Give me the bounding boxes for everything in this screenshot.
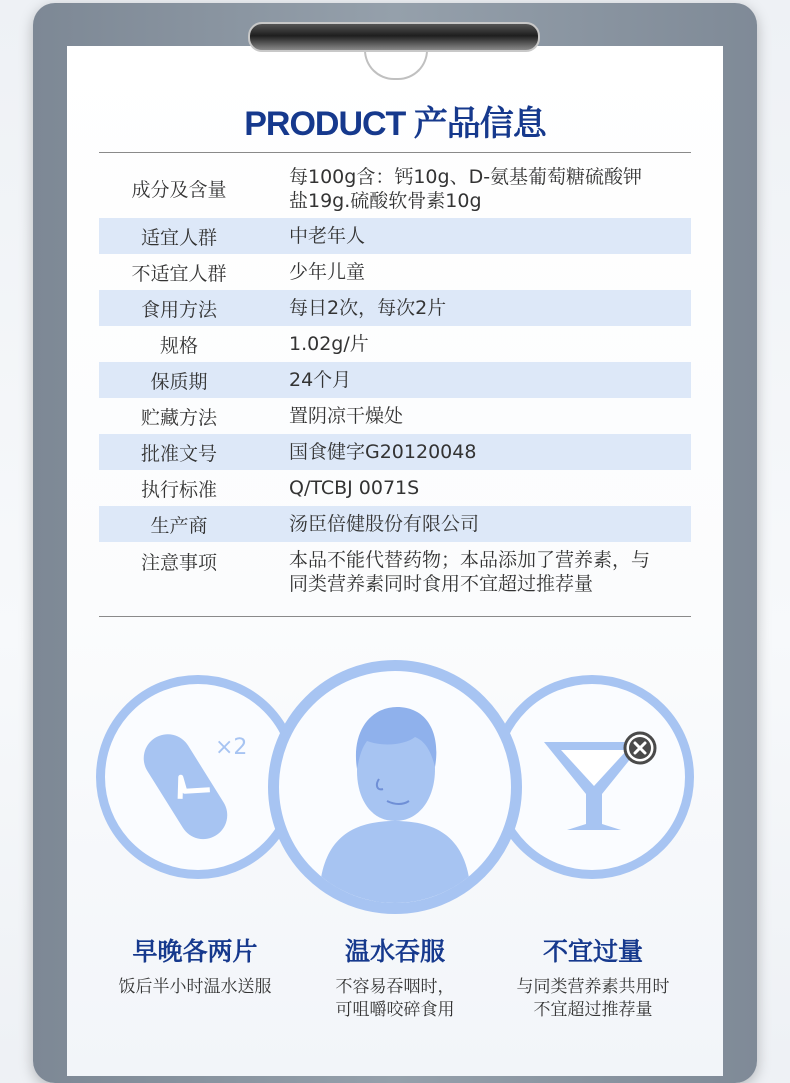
table-row [99, 159, 691, 218]
table-row [99, 218, 691, 254]
cocktail-glass-icon [499, 684, 685, 870]
table-row [99, 362, 691, 398]
row-label: 执行标准 [140, 478, 217, 501]
feature-subtext: 不容易吞咽时， 可咀嚼咬碎食用 [335, 977, 455, 1020]
feature-heading: 温水吞服 [344, 937, 445, 966]
row-label: 贮藏方法 [140, 406, 217, 429]
table-row [99, 254, 691, 290]
product-info-table [99, 152, 691, 617]
row-label: 食用方法 [140, 298, 217, 321]
row-value: 24个月 [289, 369, 352, 391]
row-value: 国食健字G20120048 [289, 441, 477, 463]
row-value: 每100g含：钙10g、D-氨基葡萄糖硫酸钾 盐19g.硫酸软骨素10g [289, 165, 643, 212]
row-value: 少年儿童 [289, 261, 366, 283]
row-label: 规格 [159, 334, 198, 357]
clipboard-clip [248, 22, 540, 70]
row-value: 中老年人 [289, 225, 366, 247]
page-title: PRODUCT 产品信息 [244, 105, 546, 143]
row-value: 汤臣倍健股份有限公司 [289, 513, 480, 535]
dose-badge: ×2 [215, 735, 248, 760]
feature-subtext: 饭后半小时温水送服 [118, 977, 272, 997]
elderly-person-icon [279, 671, 511, 903]
row-label: 保质期 [150, 370, 208, 393]
table-row [99, 290, 691, 326]
feature-caption-dose [80, 932, 310, 999]
row-value: 置阴凉干燥处 [289, 405, 404, 427]
table-row [99, 434, 691, 470]
row-label: 注意事项 [140, 552, 217, 574]
row-value: 本品不能代替药物；本品添加了营养素，与 同类营养素同时食用不宜超过推荐量 [289, 549, 651, 595]
feature-caption-caution [478, 932, 708, 1022]
row-value: Q/TCBJ 0071S [289, 477, 420, 499]
table-row [99, 506, 691, 542]
feature-circle-swallow [268, 660, 522, 914]
row-label: 成分及含量 [131, 179, 227, 201]
row-label: 不适宜人群 [131, 262, 227, 285]
capsule-icon [105, 684, 291, 870]
table-row [99, 542, 691, 606]
feature-heading: 早晚各两片 [132, 937, 258, 966]
table-row [99, 470, 691, 506]
row-value: 1.02g/片 [289, 333, 369, 355]
row-label: 批准文号 [140, 442, 217, 465]
feature-heading: 不宜过量 [542, 937, 643, 966]
feature-icons [0, 650, 790, 1020]
row-label: 生产商 [150, 514, 208, 537]
row-value: 每日2次，每次2片 [289, 297, 447, 319]
row-label: 适宜人群 [140, 226, 217, 249]
feature-subtext: 与同类营养素共用时 不宜超过推荐量 [516, 977, 670, 1020]
table-row [99, 398, 691, 434]
table-row [99, 326, 691, 362]
feature-caption-swallow [280, 932, 510, 1022]
